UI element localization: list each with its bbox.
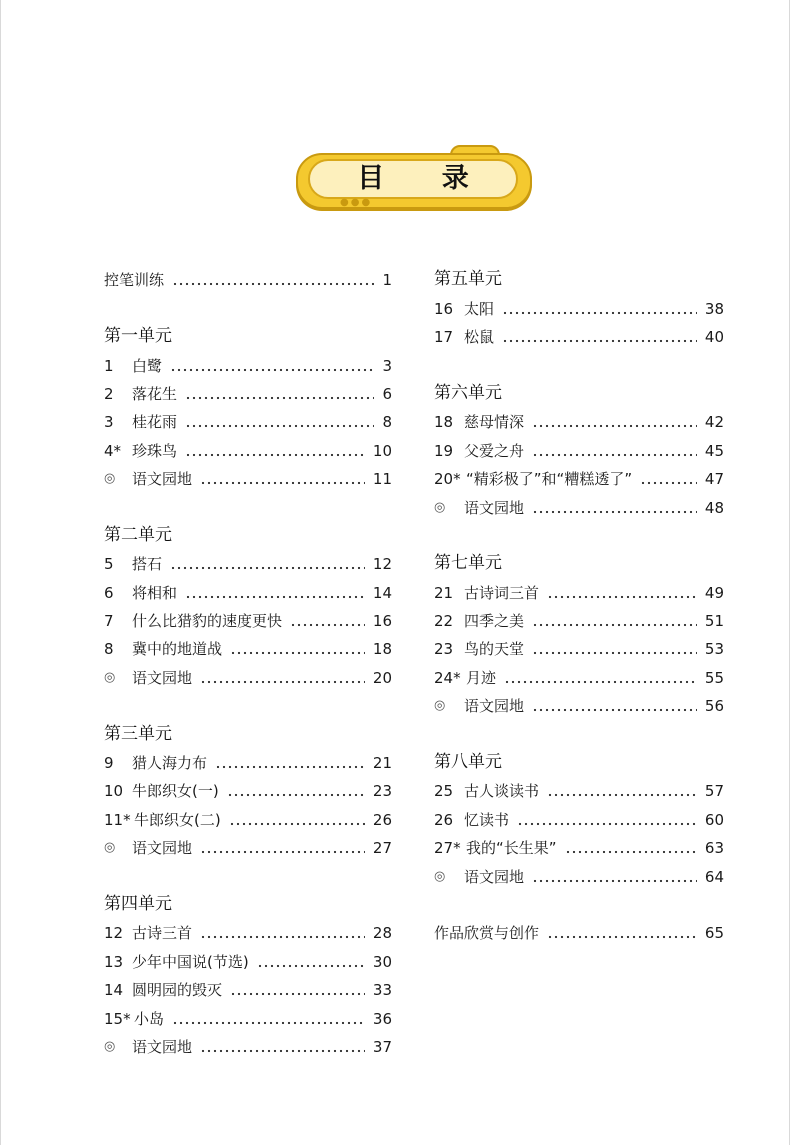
banner-decoration: ●●●: [340, 197, 373, 208]
entry-page-number: 20: [372, 668, 392, 687]
unit-heading: 第五单元: [434, 269, 502, 290]
toc-entry[interactable]: [434, 603, 724, 631]
entry-title: 将相和: [132, 583, 178, 602]
entry-number: 21: [434, 583, 454, 602]
section-spacer: [104, 688, 392, 716]
entry-page-number: 23: [372, 782, 392, 801]
dot-leader: [185, 412, 374, 428]
entry-title: 古诗词三首: [464, 583, 540, 602]
entry-title: 作品欣赏与创作: [434, 924, 540, 943]
entry-title: 少年中国说(节选): [132, 952, 249, 971]
toc-right-column: [434, 262, 724, 943]
section-spacer: [434, 518, 724, 546]
entry-number: 1: [104, 356, 114, 375]
entry-title: 四季之美: [464, 612, 525, 631]
dot-leader: [185, 384, 374, 400]
entry-title: 小岛: [134, 1009, 165, 1028]
toc-entry[interactable]: [104, 574, 392, 602]
unit-heading: 第三单元: [104, 723, 172, 744]
toc-entry[interactable]: [104, 659, 392, 687]
entry-title: 冀中的地道战: [132, 640, 223, 659]
dot-leader: [640, 469, 697, 485]
unit-heading: 第二单元: [104, 524, 172, 545]
dot-leader: [170, 554, 365, 570]
entry-page-number: 27: [372, 839, 392, 858]
dot-leader: [532, 696, 697, 712]
entry-number: 13: [104, 952, 124, 971]
entry-page-number: 28: [372, 924, 392, 943]
entry-page-number: 10: [372, 441, 392, 460]
entry-title: 什么比猎豹的速度更快: [132, 612, 283, 631]
entry-number: 6: [104, 583, 114, 602]
entry-page-number: 51: [704, 612, 724, 631]
toc-entry[interactable]: [104, 376, 392, 404]
entry-page-number: 37: [372, 1037, 392, 1056]
toc-entry[interactable]: [434, 915, 724, 943]
toc-left-column: [104, 262, 392, 1057]
section-spacer: [104, 489, 392, 517]
entry-number: 3: [104, 413, 114, 432]
entry-title: 珍珠鸟: [132, 441, 178, 460]
entry-number: 4*: [104, 441, 122, 460]
dot-leader: [200, 469, 365, 485]
entry-page-number: 40: [704, 328, 724, 347]
entry-page-number: 21: [372, 754, 392, 773]
entry-title: 月迹: [466, 668, 497, 687]
entry-page-number: 48: [704, 498, 724, 517]
unit-heading: 第八单元: [434, 752, 502, 773]
dot-leader: [504, 668, 697, 684]
entry-number: ◎: [104, 669, 116, 685]
dot-leader: [532, 412, 697, 428]
entry-page-number: 53: [704, 640, 724, 659]
toc-entry[interactable]: [104, 745, 392, 773]
entry-number: 11*: [104, 810, 131, 829]
entry-page-number: 63: [704, 839, 724, 858]
entry-page-number: 57: [704, 782, 724, 801]
dot-leader: [230, 639, 365, 655]
dot-leader: [185, 583, 365, 599]
entry-number: 16: [434, 299, 454, 318]
entry-title: 忆读书: [464, 810, 510, 829]
toc-entry[interactable]: [434, 404, 724, 432]
title-banner: [296, 145, 532, 213]
entry-page-number: 42: [704, 413, 724, 432]
entry-page-number: 16: [372, 612, 392, 631]
toc-entry[interactable]: [434, 290, 724, 318]
dot-leader: [257, 952, 365, 968]
toc-entry[interactable]: [104, 262, 392, 290]
dot-leader: [200, 923, 365, 939]
entry-page-number: 18: [372, 640, 392, 659]
dot-leader: [170, 356, 374, 372]
entry-title: 搭石: [132, 555, 163, 574]
entry-page-number: 60: [704, 810, 724, 829]
dot-leader: [200, 838, 365, 854]
entry-title: 猎人海力布: [132, 754, 208, 773]
entry-page-number: 38: [704, 299, 724, 318]
toc-entry[interactable]: [434, 801, 724, 829]
entry-number: 10: [104, 782, 124, 801]
section-spacer: [434, 716, 724, 744]
section-spacer: [434, 347, 724, 375]
entry-title: “精彩极了”和“糟糕透了”: [466, 470, 633, 489]
toc-entry[interactable]: [104, 1029, 392, 1057]
section-spacer: [104, 858, 392, 886]
dot-leader: [230, 980, 365, 996]
entry-number: 7: [104, 612, 114, 631]
toc-entry[interactable]: [434, 319, 724, 347]
entry-page-number: 3: [382, 356, 392, 375]
entry-page-number: 49: [704, 583, 724, 602]
entry-page-number: 1: [382, 271, 392, 290]
entry-number: ◎: [104, 1038, 116, 1054]
dot-leader: [502, 327, 697, 343]
unit-heading: 第四单元: [104, 893, 172, 914]
toc-entry[interactable]: [104, 972, 392, 1000]
toc-entry[interactable]: [104, 773, 392, 801]
entry-page-number: 47: [704, 470, 724, 489]
entry-page-number: 56: [704, 697, 724, 716]
toc-entry[interactable]: [104, 603, 392, 631]
dot-leader: [215, 753, 365, 769]
entry-title: 白鹭: [132, 356, 163, 375]
entry-number: 24*: [434, 668, 461, 687]
dot-leader: [200, 668, 365, 684]
entry-number: ◎: [434, 868, 446, 884]
dot-leader: [172, 1009, 365, 1025]
entry-number: 15*: [104, 1009, 131, 1028]
toc-entry[interactable]: [104, 801, 392, 829]
entry-title: 牛郎织女(一): [132, 782, 219, 801]
entry-title: 父爱之舟: [464, 441, 525, 460]
entry-number: 12: [104, 924, 124, 943]
dot-leader: [517, 810, 697, 826]
entry-title: 语文园地: [132, 839, 193, 858]
section-spacer: [104, 290, 392, 318]
entry-title: 鸟的天堂: [464, 640, 525, 659]
entry-page-number: 30: [372, 952, 392, 971]
entry-page-number: 11: [372, 470, 392, 489]
entry-number: ◎: [104, 840, 116, 856]
entry-title: 语文园地: [132, 470, 193, 489]
entry-page-number: 65: [704, 924, 724, 943]
unit-heading: 第七单元: [434, 553, 502, 574]
toc-entry[interactable]: [104, 432, 392, 460]
dot-leader: [172, 270, 374, 286]
toc-entry[interactable]: [104, 631, 392, 659]
unit-heading: 第六单元: [434, 382, 502, 403]
toc-entry[interactable]: [434, 688, 724, 716]
entry-title: 语文园地: [464, 867, 525, 886]
entry-page-number: 12: [372, 555, 392, 574]
entry-title: 我的“长生果”: [466, 839, 557, 858]
entry-number: 20*: [434, 470, 461, 489]
entry-number: 17: [434, 328, 454, 347]
entry-title: 古诗三首: [132, 924, 193, 943]
entry-number: 19: [434, 441, 454, 460]
toc-entry[interactable]: [434, 773, 724, 801]
toc-entry[interactable]: [434, 631, 724, 659]
entry-page-number: 36: [372, 1009, 392, 1028]
dot-leader: [532, 639, 697, 655]
toc-entry[interactable]: [434, 858, 724, 886]
entry-title: 牛郎织女(二): [134, 810, 221, 829]
entry-page-number: 55: [704, 668, 724, 687]
toc-entry[interactable]: [434, 432, 724, 460]
dot-leader: [532, 611, 697, 627]
dot-leader: [227, 781, 365, 797]
dot-leader: [290, 611, 365, 627]
entry-number: ◎: [104, 471, 116, 487]
entry-title: 太阳: [464, 299, 495, 318]
toc-entry[interactable]: [104, 943, 392, 971]
entry-title: 落花生: [132, 384, 178, 403]
dot-leader: [565, 838, 697, 854]
entry-title: 桂花雨: [132, 413, 178, 432]
entry-number: 14: [104, 981, 124, 1000]
entry-title: 控笔训练: [104, 271, 165, 290]
entry-number: 25: [434, 782, 454, 801]
dot-leader: [547, 923, 697, 939]
section-spacer: [434, 887, 724, 915]
dot-leader: [547, 583, 697, 599]
dot-leader: [502, 299, 697, 315]
entry-page-number: 8: [382, 413, 392, 432]
toc-entry[interactable]: [434, 830, 724, 858]
unit-heading: 第一单元: [104, 326, 172, 347]
entry-title: 语文园地: [132, 668, 193, 687]
entry-number: 9: [104, 754, 114, 773]
toc-entry[interactable]: [104, 404, 392, 432]
entry-number: 22: [434, 612, 454, 631]
dot-leader: [229, 810, 365, 826]
entry-title: 语文园地: [464, 498, 525, 517]
toc-entry[interactable]: [104, 546, 392, 574]
entry-number: 26: [434, 810, 454, 829]
entry-page-number: 6: [382, 384, 392, 403]
entry-page-number: 64: [704, 867, 724, 886]
toc-entry[interactable]: [104, 347, 392, 375]
entry-number: ◎: [434, 499, 446, 515]
page-edge-left: [0, 0, 1, 1145]
entry-title: 圆明园的毁灭: [132, 981, 223, 1000]
entry-title: 松鼠: [464, 328, 495, 347]
toc-entry[interactable]: [104, 461, 392, 489]
entry-number: 23: [434, 640, 454, 659]
dot-leader: [532, 441, 697, 457]
entry-number: ◎: [434, 698, 446, 714]
toc-entry[interactable]: [434, 461, 724, 489]
entry-page-number: 26: [372, 810, 392, 829]
dot-leader: [532, 498, 697, 514]
dot-leader: [532, 867, 697, 883]
toc-entry[interactable]: [434, 489, 724, 517]
entry-number: 8: [104, 640, 114, 659]
entry-number: 18: [434, 413, 454, 432]
entry-page-number: 33: [372, 981, 392, 1000]
entry-title: 古人谈读书: [464, 782, 540, 801]
toc-entry[interactable]: [434, 574, 724, 602]
dot-leader: [547, 781, 697, 797]
entry-number: 27*: [434, 839, 461, 858]
toc-entry[interactable]: [104, 915, 392, 943]
toc-entry[interactable]: [104, 830, 392, 858]
dot-leader: [185, 441, 365, 457]
entry-title: 语文园地: [464, 697, 525, 716]
entry-page-number: 14: [372, 583, 392, 602]
toc-entry[interactable]: [434, 659, 724, 687]
entry-page-number: 45: [704, 441, 724, 460]
entry-title: 慈母情深: [464, 413, 525, 432]
entry-title: 语文园地: [132, 1037, 193, 1056]
entry-number: 2: [104, 384, 114, 403]
toc-entry[interactable]: [104, 1000, 392, 1028]
entry-number: 5: [104, 555, 114, 574]
page-title: 目 录: [357, 163, 493, 194]
dot-leader: [200, 1037, 365, 1053]
